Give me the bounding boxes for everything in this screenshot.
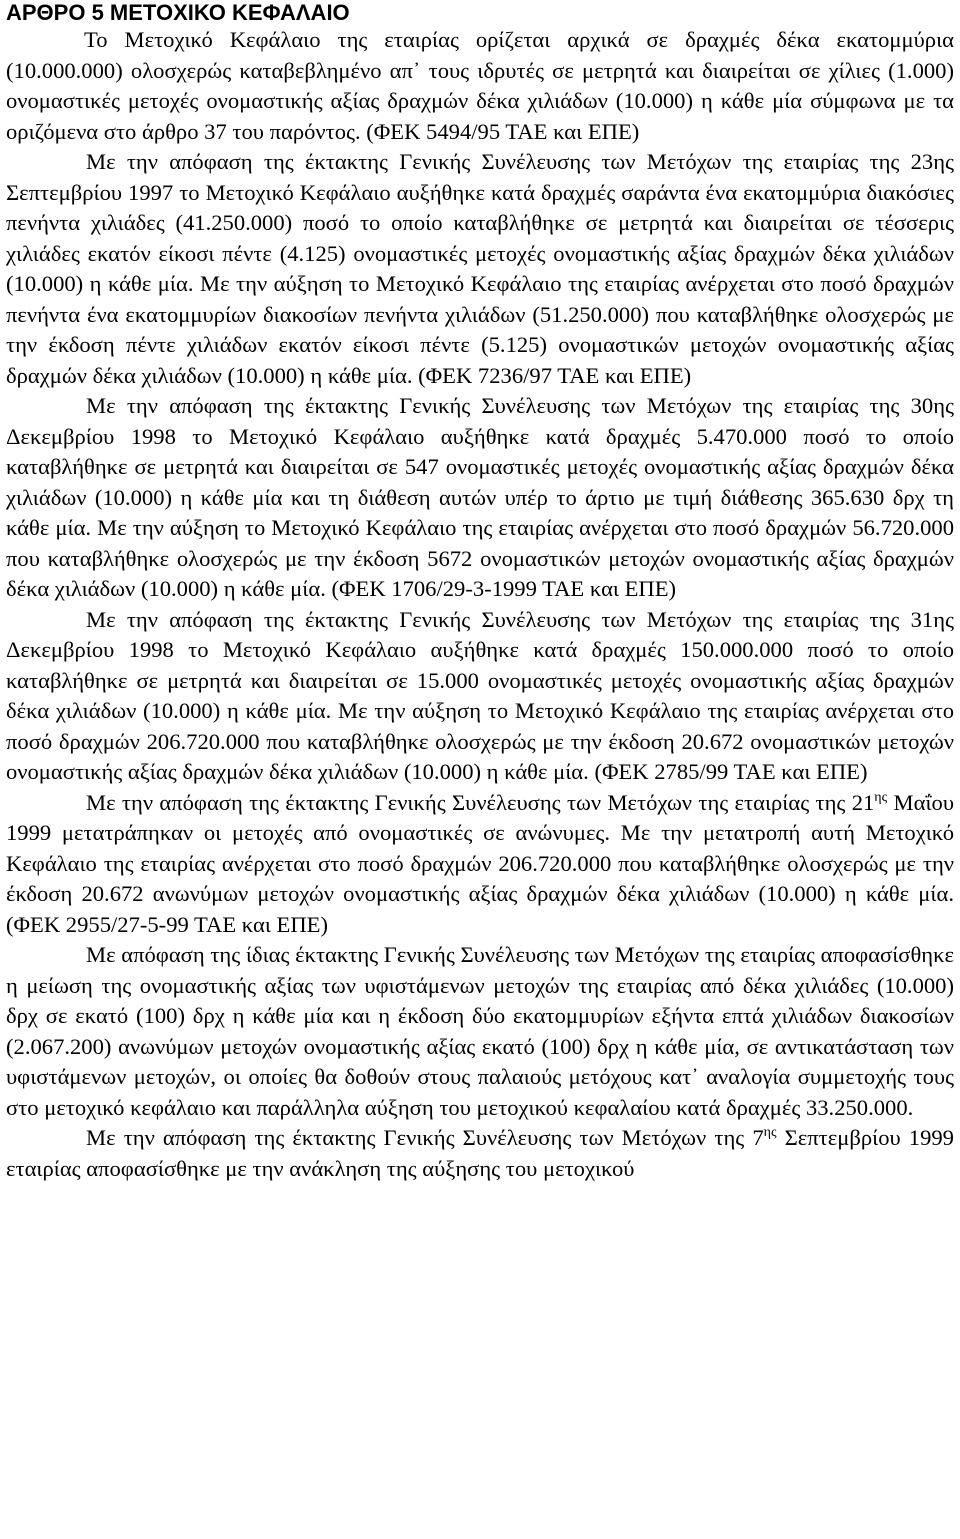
article-title: ΑΡΘΡΟ 5 ΜΕΤΟΧΙΚΟ ΚΕΦΑΛΑΙΟ — [6, 0, 350, 25]
paragraph-increase-30-dec-1998: Με την απόφαση της έκτακτης Γενικής Συνέλευσης των Μετόχων της εταιρίας της 30ης Δεκεμβρίου 1998 το Μετοχικό Κεφάλαιο αυξήθηκε κατά δραχμές 5.470.000 ποσό το οποίο καταβλήθηκε σε μετρητά και διαιρείται σε 547 ονομαστικές μετοχές ονομαστικής αξίας δραχμών δέκα χιλιάδων (10.000) η κάθε μία και τη διάθεση αυτών υπέρ το άρτιο με τιμή διάθεσης 365.630 δρχ τη κάθε μία. Με την αύξηση το Μετοχικό Κεφάλαιο της εταιρίας ανέρχεται στο ποσό δραχμών 56.720.000 που καταβλήθηκε ολοσχερώς με την έκδοση 5672 ονομαστικών μετοχών ονομαστικής αξίας δραχμών δέκα χιλιάδων (10.000) η κάθε μία. (ΦΕΚ 1706/29-3-1999 ΤΑΕ και ΕΠΕ) — [6, 393, 954, 601]
ordinal-superscript: ης — [874, 789, 888, 805]
paragraph-conversion-text-b: Μαΐου 1999 μετατράπηκαν οι μετοχές από ονομαστικές σε ανώνυμες. Με την μετατροπή αυτή Μετοχικό Κεφάλαιο της εταιρίας ανέρχεται στο ποσό δραχμών 206.720.000 που καταβλήθηκε ολοσχερώς με την έκδοση 20.672 ανωνύμων μετοχών ονομαστικής αξίας δραχμών δέκα χιλιάδων (10.000) η κάθε μία. (ΦΕΚ 2955/27-5-99 ΤΑΕ και ΕΠΕ) — [6, 789, 955, 937]
paragraph-increase-31-dec-1998: Με την απόφαση της έκτακτης Γενικής Συνέλευσης των Μετόχων της εταιρίας της 31ης Δεκεμβρίου 1998 το Μετοχικό Κεφάλαιο αυξήθηκε κατά δραχμές 150.000.000 ποσό το οποίο καταβλήθηκε σε μετρητά και διαιρείται σε 15.000 ονομαστικές μετοχές ονομαστικής αξίας δραχμών δέκα χιλιάδων (10.000) η κάθε μία. Με την αύξηση το Μετοχικό Κεφάλαιο της εταιρίας ανέρχεται στο ποσό δραχμών 206.720.000 που καταβλήθηκε ολοσχερώς με την έκδοση 20.672 ονομαστικών μετοχών ονομαστικής αξίας δραχμών δέκα χιλιάδων (10.000) η κάθε μία. (ΦΕΚ 2785/99 ΤΑΕ και ΕΠΕ) — [6, 606, 954, 784]
document-page — [6, 0, 954, 1184]
paragraph-conversion-text-a: Με την απόφαση της έκτακτης Γενικής Συνέλευσης των Μετόχων της εταιρίας της 21 — [86, 789, 875, 815]
paragraph-revocation — [6, 1123, 954, 1184]
paragraph-conversion-1999 — [6, 788, 954, 941]
paragraph-nominal-value-reduction: Με απόφαση της ίδιας έκτακτης Γενικής Συνέλευσης των Μετόχων της εταιρίας αποφασίσθηκε η μείωση της ονομαστικής αξίας των υφιστάμενων μετοχών της εταιρίας από δέκα χιλιάδες (10.000) δρχ σε εκατό (100) δρχ η κάθε μία και η έκδοση δύο εκατομμυρίων εξήντα επτά χιλιάδων διακοσίων (2.067.200) ανωνύμων μετοχών ονομαστικής αξίας εκατό (100) δρχ η κάθε μία, σε αντικατάσταση των υφιστάμενων μετοχών, οι οποίες θα δοθούν στους παλαιούς μετόχους κατ᾽ αναλογία συμμετοχής τους στο μετοχικό κεφάλαιο και παράλληλα αύξηση του μετοχικού κεφαλαίου κατά δραχμές 33.250.000. — [6, 942, 954, 1120]
paragraph-revocation-text-b: Σεπτεμβρίου 1999 εταιρίας αποφασίσθηκε με την ανάκληση της αύξησης του μετοχικού — [6, 1125, 954, 1181]
paragraph-initial-capital: Το Μετοχικό Κεφάλαιο της εταιρίας ορίζεται αρχικά σε δραχμές δέκα εκατομμύρια (10.000.000) ολοσχερώς καταβεβλημένο απ᾽ τους ιδρυτές σε μετρητά και διαιρείται σε χίλιες (1.000) ονομαστικές μετοχές ονομαστικής αξίας δραχμών δέκα χιλιάδων (10.000) η κάθε μία σύμφωνα με τα οριζόμενα στο άρθρο 37 του παρόντος. (ΦΕΚ 5494/95 ΤΑΕ και ΕΠΕ) — [6, 27, 954, 144]
paragraph-increase-1997: Με την απόφαση της έκτακτης Γενικής Συνέλευσης των Μετόχων της εταιρίας της 23ης Σεπτεμβρίου 1997 το Μετοχικό Κεφάλαιο αυξήθηκε κατά δραχμές σαράντα ένα εκατομμύρια διακόσιες πενήντα χιλιάδες (41.250.000) ποσό το οποίο καταβλήθηκε σε μετρητά και διαιρείται σε τέσσερις χιλιάδες εκατόν είκοσι πέντε (4.125) ονομαστικές μετοχές ονομαστικής αξίας δραχμών δέκα χιλιάδων (10.000) η κάθε μία. Με την αύξηση το Μετοχικό Κεφάλαιο της εταιρίας ανέρχεται στο ποσό δραχμών πενήντα ένα εκατομμυρίων διακοσίων πενήντα χιλιάδων (51.250.000) που καταβλήθηκε ολοσχερώς με την έκδοση πέντε χιλιάδων εκατόν είκοσι πέντε (5.125) ονομαστικών μετοχών ονομαστικής αξίας δραχμών δέκα χιλιάδων (10.000) η κάθε μία. (ΦΕΚ 7236/97 ΤΑΕ και ΕΠΕ) — [6, 149, 954, 388]
paragraph-revocation-text-a: Με την απόφαση της έκτακτης Γενικής Συνέλευσης των Μετόχων της 7 — [86, 1125, 764, 1150]
ordinal-superscript: ης — [763, 1125, 777, 1140]
